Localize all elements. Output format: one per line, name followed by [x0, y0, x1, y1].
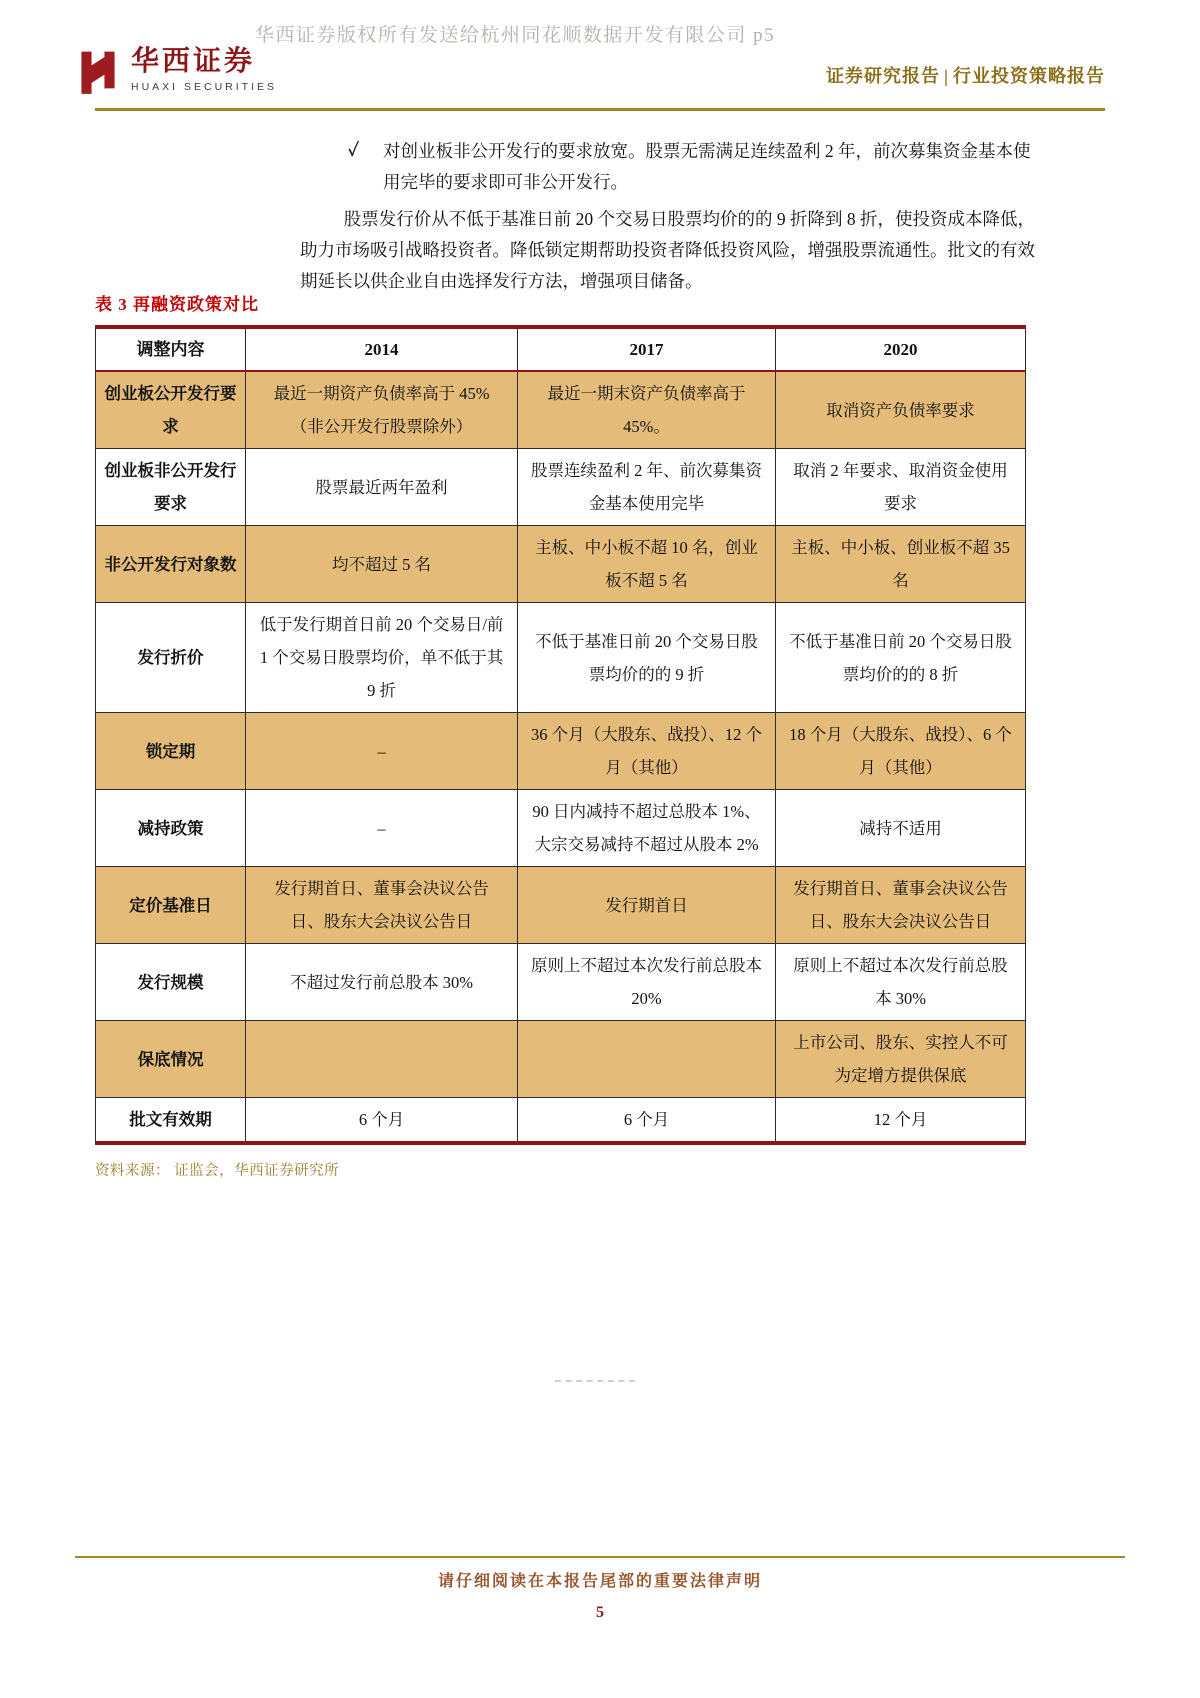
table-cell: 主板、中小板不超 10 名，创业板不超 5 名: [518, 526, 776, 603]
page-header: [75, 46, 1105, 94]
table-cell: 不低于基准日前 20 个交易日股票均价的的 9 折: [518, 603, 776, 713]
row-label: 保底情况: [96, 1021, 246, 1098]
table-row: [96, 1098, 1026, 1144]
table-cell: 减持不适用: [776, 790, 1026, 867]
table-cell: 12 个月: [776, 1098, 1026, 1144]
table-cell: 不超过发行前总股本 30%: [246, 944, 518, 1021]
table-cell: 上市公司、股东、实控人不可为定增方提供保底: [776, 1021, 1026, 1098]
table-cell: 均不超过 5 名: [246, 526, 518, 603]
table-cell: 低于发行期首日前 20 个交易日/前 1 个交易日股票均价，单不低于其 9 折: [246, 603, 518, 713]
logo-name-cn: 华西证券: [131, 46, 256, 78]
footer-disclaimer: 请仔细阅读在本报告尾部的重要法律声明: [437, 1573, 762, 1590]
table-cell: 原则上不超过本次发行前总股本 30%: [776, 944, 1026, 1021]
dashed-divider: [555, 1380, 635, 1382]
row-label: 批文有效期: [96, 1098, 246, 1144]
column-header: 2017: [518, 327, 776, 371]
table-cell: –: [246, 713, 518, 790]
table-row: [96, 944, 1026, 1021]
row-label: 创业板公开发行要求: [96, 371, 246, 449]
table-row: [96, 603, 1026, 713]
table-row: [96, 867, 1026, 944]
row-label: 发行规模: [96, 944, 246, 1021]
row-label: 创业板非公开发行要求: [96, 449, 246, 526]
table-header-row: [96, 327, 1026, 371]
refinancing-policy-table: [95, 325, 1026, 1145]
report-type-text: 证券研究报告: [826, 66, 941, 86]
table-cell: [246, 1021, 518, 1098]
row-label: 定价基准日: [96, 867, 246, 944]
table-cell: 主板、中小板、创业板不超 35 名: [776, 526, 1026, 603]
checkmark-icon: ✓: [348, 141, 359, 160]
table-row: [96, 371, 1026, 449]
page-number: 5: [596, 1604, 604, 1621]
report-category-text: 行业投资策略报告: [953, 66, 1105, 86]
table-cell: 最近一期末资产负债率高于 45%。: [518, 371, 776, 449]
table-cell: 取消资产负债率要求: [776, 371, 1026, 449]
column-header: 2014: [246, 327, 518, 371]
table-cell: –: [246, 790, 518, 867]
table-cell: 发行期首日: [518, 867, 776, 944]
table-cell: 6 个月: [246, 1098, 518, 1144]
table-cell: 18 个月（大股东、战投）、6 个月（其他）: [776, 713, 1026, 790]
logo-text: [131, 47, 277, 93]
table-cell: 发行期首日、董事会决议公告日、股东大会决议公告日: [246, 867, 518, 944]
table-row: [96, 526, 1026, 603]
table-cell: 6 个月: [518, 1098, 776, 1144]
column-header: 2020: [776, 327, 1026, 371]
column-header: 调整内容: [96, 327, 246, 371]
brand-logo: [75, 46, 277, 94]
table-cell: [518, 1021, 776, 1098]
data-source-note: 资料来源： 证监会，华西证券研究所: [95, 1163, 340, 1180]
watermark-text: 华西证券版权所有发送给杭州同花顺数据开发有限公司 p5: [254, 25, 776, 46]
table-cell: 不低于基准日前 20 个交易日股票均价的的 8 折: [776, 603, 1026, 713]
header-rule: [95, 108, 1105, 111]
bullet-text: 对创业板非公开发行的要求放宽。股票无需满足连续盈利 2 年，前次募集资金基本使用完毕的要求即可非公开发行。: [382, 141, 1031, 192]
table-row: [96, 713, 1026, 790]
table-section: [95, 290, 1025, 1180]
table-cell: 原则上不超过本次发行前总股本 20%: [518, 944, 776, 1021]
table-row: [96, 790, 1026, 867]
table-cell: 90 日内减持不超过总股本 1%、大宗交易减持不超过从股本 2%: [518, 790, 776, 867]
footer-rule: [75, 1556, 1125, 1558]
row-label: 发行折价: [96, 603, 246, 713]
table-cell: 股票连续盈利 2 年、前次募集资金基本使用完毕: [518, 449, 776, 526]
report-type-label: [826, 62, 1105, 94]
table-cell: 最近一期资产负债率高于 45%（非公开发行股票除外）: [246, 371, 518, 449]
table-cell: 发行期首日、董事会决议公告日、股东大会决议公告日: [776, 867, 1026, 944]
logo-name-en: HUAXI SECURITIES: [131, 80, 278, 93]
huaxi-logo-icon: [75, 46, 121, 94]
row-label: 减持政策: [96, 790, 246, 867]
row-label: 锁定期: [96, 713, 246, 790]
table-cell: 股票最近两年盈利: [246, 449, 518, 526]
table-row: [96, 449, 1026, 526]
bullet-point: [348, 136, 1042, 197]
table-row: [96, 1021, 1026, 1098]
table-cell: 36 个月（大股东、战投）、12 个月（其他）: [518, 713, 776, 790]
table-cell: 取消 2 年要求、取消资金使用要求: [776, 449, 1026, 526]
body-paragraph: 股票发行价从不低于基准日前 20 个交易日股票均价的的 9 折降到 8 折，使投资成本降低，助力市场吸引战略投资者。降低锁定期帮助投资者降低投资风险，增强股票流通性。批文的有效期延长以供企业自由选择发行方法，增强项目储备。: [300, 209, 1035, 292]
table-title: 表 3 再融资政策对比: [95, 295, 259, 314]
report-type-divider: |: [944, 66, 949, 86]
row-label: 非公开发行对象数: [96, 526, 246, 603]
